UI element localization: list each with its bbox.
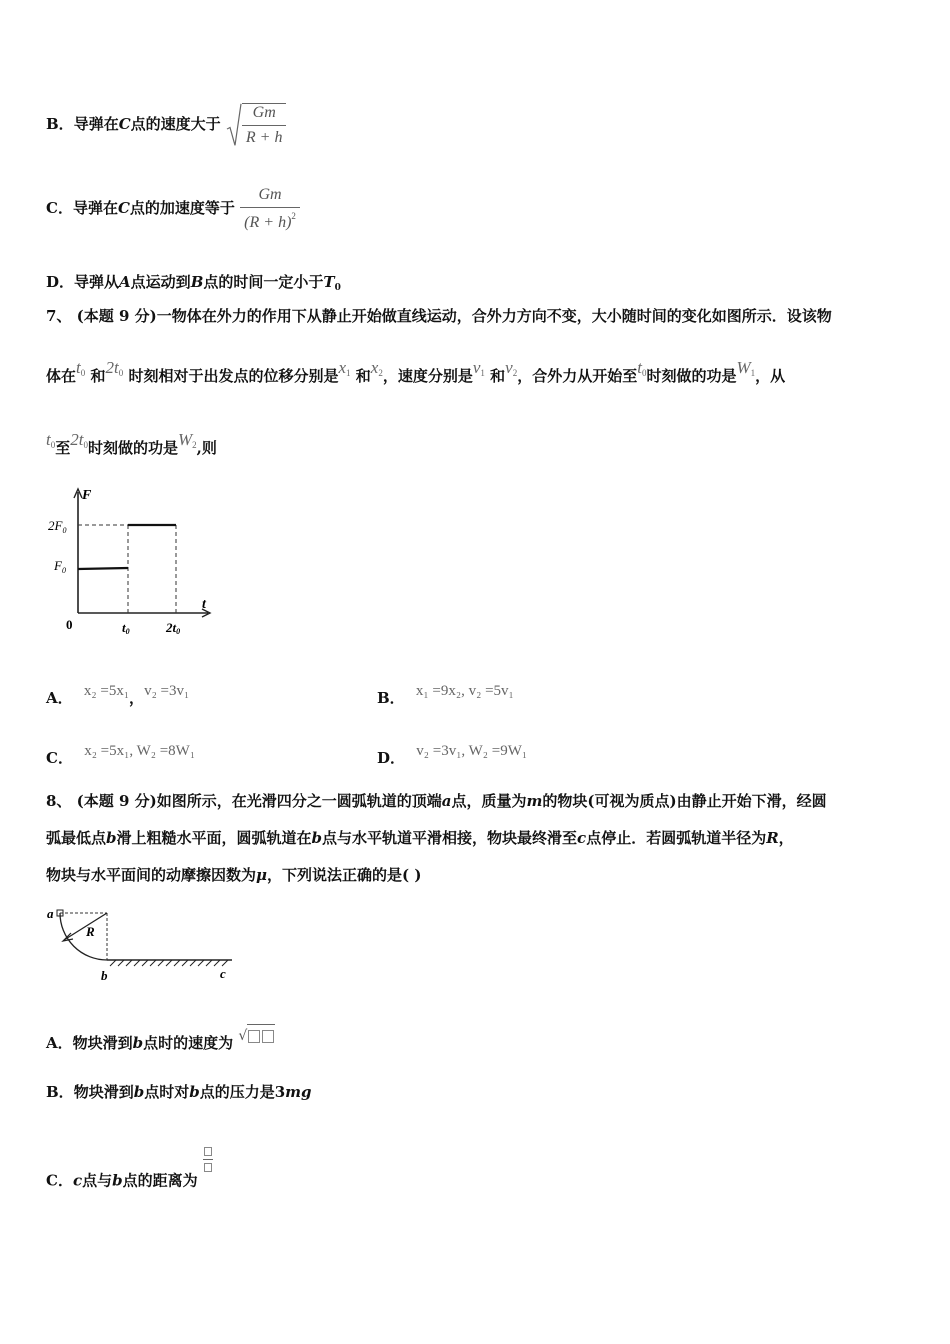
q6-option-d: D．导弹从A点运动到B点的时间一定小于$T_0$ — [46, 273, 341, 293]
option-label: C． — [46, 199, 73, 217]
label-b: b — [101, 968, 108, 983]
q8-option-c: C．c点与b点的距离为 — [46, 1147, 213, 1191]
tick-label-t0: t0 — [122, 620, 130, 636]
option-label: B． — [46, 115, 74, 133]
label-origin: 0 — [66, 617, 73, 632]
fraction-gm-over-r-plus-h-squared: $\frac{Gm}{(R + h)^2}$ — [240, 186, 300, 232]
tick-label-2t0: 2t0 — [166, 620, 181, 636]
q8-option-b: B．物块滑到b点时对b点的压力是3mg — [46, 1083, 312, 1101]
q8-stem-line-1: 8、 (本题 9 分)如图所示，在光滑四分之一圆弧轨道的顶端a点，质量为m的物块(可视为质点)由静止开始下滑，经圆 — [46, 792, 827, 810]
label-2f0: $2F_0$ — [48, 518, 67, 535]
force-segment-f0 — [78, 568, 128, 569]
option-label: B． — [377, 689, 405, 707]
q7-stem-line-3: $t_0$至$2t_0$时刻做的功是$W_2$,则 — [46, 430, 217, 457]
surface-hatching — [110, 960, 228, 966]
q8-option-a: A．物块滑到b点时的速度为 √ — [46, 1026, 275, 1053]
option-label: D． — [46, 273, 75, 291]
label-a: a — [47, 906, 54, 921]
axis-label-f: F — [82, 488, 92, 503]
q7-stem-line-2: 体在$t_0$ 和$2t_0$ 时刻相对于出发点的位移分别是$x_1$ 和$x_2$，速度分别是$v_1$ 和$v_2$，合外力从开始至$t_0$时刻做的功是$W_1$，从 — [46, 358, 786, 385]
sqrt-expression — [226, 103, 287, 147]
q8-stem-line-3: 物块与水平面间的动摩擦因数为μ，下列说法正确的是( ) — [46, 866, 422, 884]
q6-option-b: B．导弹在C点的速度大于 $\frac{Gm}{R + h}$ — [46, 103, 286, 147]
force-time-graph — [40, 482, 220, 642]
arc-track-figure — [40, 902, 240, 984]
label-c: c — [220, 966, 226, 981]
q7-option-d: D． v₂ =3v₁, W₂ =9W₁ — [377, 743, 528, 767]
label-f0: $F_0$ — [54, 558, 66, 575]
fraction-missing-glyphs-icon — [203, 1147, 213, 1172]
option-label: A． — [46, 1034, 73, 1052]
option-label: A． — [46, 689, 73, 707]
q7-option-b: B． x₁ =9x₂, v₂ =5v₁ — [377, 683, 514, 707]
q7-option-c: C． x₂ =5x₁, W₂ =8W₁ — [46, 743, 196, 767]
label-r: R — [86, 924, 95, 939]
option-label: C． — [46, 1171, 73, 1190]
q6-option-c: C．导弹在C点的加速度等于 $\frac{Gm}{(R + h)^2}$ — [46, 186, 300, 232]
option-label: B． — [46, 1083, 74, 1101]
q8-stem-line-2: 弧最低点b滑上粗糙水平面，圆弧轨道在b点与水平轨道平滑相接，物块最终滑至c点停止．若圆弧轨道半径为R， — [46, 829, 794, 847]
sqrt-missing-glyphs-icon: √ — [238, 1026, 275, 1044]
option-label: C． — [46, 749, 73, 767]
q7-stem-line-1: 7、 (本题 9 分)一物体在外力的作用下从静止开始做直线运动，合外力方向不变，大小随时间的变化如图所示．设该物 — [46, 307, 832, 325]
option-label: D． — [377, 749, 406, 767]
fraction-gm-over-r-plus-h: $\frac{Gm}{R + h}$ — [242, 104, 287, 147]
radical-sign-icon — [226, 103, 242, 147]
axis-label-t: t — [202, 597, 206, 612]
q7-option-a: A． x₂ =5x₁，v₂ =3v₁ — [46, 683, 190, 707]
